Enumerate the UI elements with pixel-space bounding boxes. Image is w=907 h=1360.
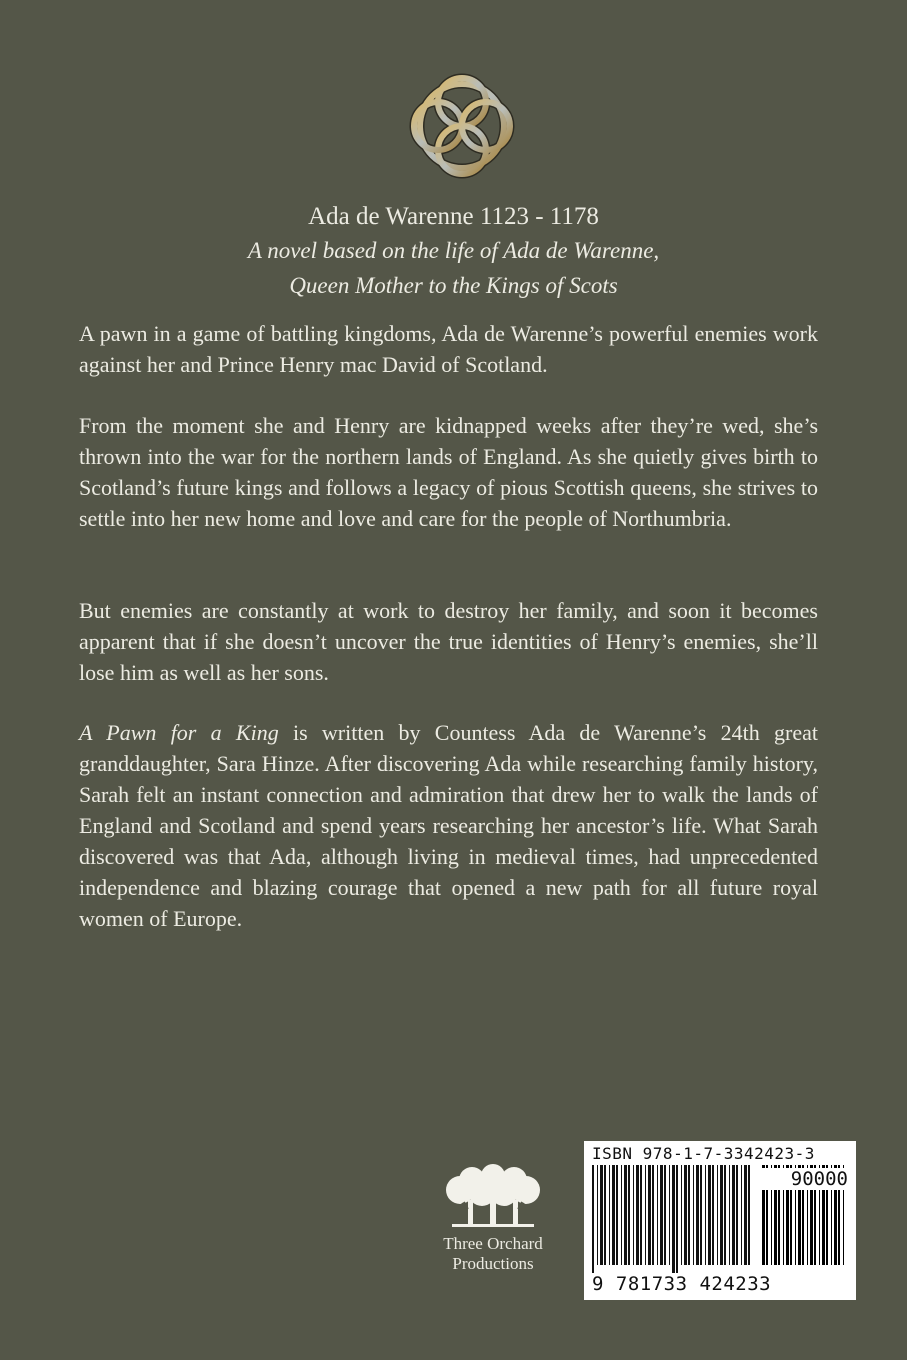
blurb-paragraph-2: From the moment she and Henry are kidnapped weeks after they’re wed, she’s thrown into the war for the northern lands of England. As she quietly gives birth to Scotland’s future kings and follows a legacy of pious Scottish queens, she strives to settle into her new home and love and care for the people of Northumbria.	[79, 413, 818, 531]
barcode-bar	[696, 1165, 699, 1265]
author-paragraph-text: is written by Countess Ada de Warenne’s 24th great granddaughter, Sara Hinze. After discovering Ada while researching family history, Sarah felt an instant connection and admiration that drew her to walk the lands of England and Scotland and spend years researching her ancestor’s life. What Sarah discovered was that Ada, although living in medieval times, had unprecedented independence and blazing courage that opened a new path for all future royal women of Europe.	[79, 720, 818, 931]
barcode-bar	[712, 1165, 714, 1265]
barcode-bar	[621, 1165, 622, 1265]
barcode-bar	[676, 1165, 678, 1273]
barcode-bar	[636, 1165, 639, 1265]
barcode-bar	[684, 1165, 687, 1265]
isbn-label: ISBN 978-1-7-3342423-3	[592, 1144, 815, 1163]
book-title: Ada de Warenne 1123 - 1178	[308, 203, 599, 230]
subtitle-line-2: Queen Mother to the Kings of Scots	[289, 273, 618, 298]
barcode-bar	[660, 1165, 663, 1265]
barcode-bar	[688, 1165, 690, 1265]
celtic-knot-icon	[404, 68, 520, 184]
publisher-name-line-1: Three Orchard	[443, 1234, 543, 1253]
publisher-logo	[428, 1164, 558, 1274]
barcode-bar	[681, 1165, 682, 1265]
barcode-bar	[700, 1165, 702, 1265]
barcode-bar	[720, 1165, 723, 1265]
blurb-paragraph-3: But enemies are constantly at work to destroy her family, and soon it becomes apparent that if she doesn’t uncover the true identities of Henry’s enemies, she’ll lose him as well as her sons.	[79, 598, 818, 685]
barcode-bar	[724, 1165, 726, 1265]
ean-barcode-bars	[592, 1165, 756, 1273]
barcode-bar	[657, 1165, 658, 1265]
barcode-bar	[592, 1165, 594, 1273]
barcode-bar	[664, 1165, 666, 1265]
barcode-bar	[717, 1165, 718, 1265]
barcode-bar	[612, 1165, 615, 1265]
barcode-bar	[604, 1165, 606, 1265]
barcode-bar	[652, 1165, 654, 1265]
barcode-bar	[597, 1165, 598, 1265]
barcode-bar	[600, 1165, 603, 1265]
barcode-bar	[693, 1165, 694, 1265]
barcode-bar	[708, 1165, 711, 1265]
barcode-bar	[616, 1165, 618, 1265]
ean-digits: 9 781733 424233	[592, 1273, 772, 1295]
barcode-bar	[705, 1165, 706, 1265]
subtitle-line-1: A novel based on the life of Ada de Warenne,	[247, 238, 660, 263]
barcode-bar	[748, 1165, 750, 1265]
barcode-bar	[624, 1165, 627, 1265]
publisher-name-line-2: Productions	[452, 1254, 534, 1273]
barcode-bar	[744, 1165, 747, 1265]
barcode-bar	[648, 1165, 651, 1265]
book-header	[0, 200, 907, 303]
trees-icon	[438, 1164, 548, 1230]
isbn-barcode	[584, 1141, 856, 1300]
blurb-paragraph-1: A pawn in a game of battling kingdoms, Ada de Warenne’s powerful enemies work against her and Prince Henry mac David of Scotland.	[79, 321, 818, 377]
addon-code: 90000	[760, 1168, 850, 1190]
barcode-bar	[640, 1165, 642, 1265]
barcode-bar	[672, 1165, 675, 1273]
author-paragraph	[79, 717, 818, 934]
barcode-bar	[628, 1165, 630, 1265]
barcode-bar	[633, 1165, 634, 1265]
barcode-bar	[741, 1165, 742, 1265]
barcode-bar	[669, 1165, 670, 1265]
barcode-bar	[645, 1165, 646, 1265]
barcode-bar	[732, 1165, 735, 1265]
barcode-bar	[736, 1165, 738, 1265]
barcode-bar	[729, 1165, 730, 1265]
barcode-bar	[609, 1165, 610, 1265]
book-name-italic: A Pawn for a King	[79, 720, 279, 745]
